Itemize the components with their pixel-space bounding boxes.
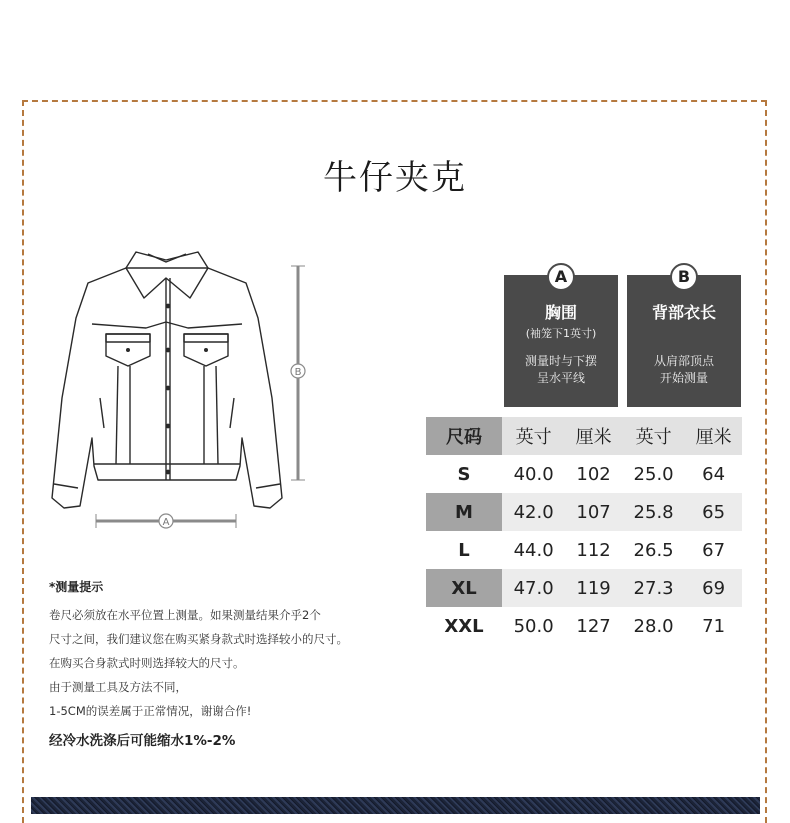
column-header: 厘米 bbox=[685, 417, 742, 455]
notes-line: 在购买合身款式时则选择较大的尺寸。 bbox=[49, 656, 245, 670]
size-cell: L bbox=[458, 539, 470, 561]
header-chest-desc-line1: 测量时与下摆 bbox=[524, 354, 597, 368]
table-cell: 26.5 bbox=[633, 539, 674, 561]
header-chest-title: 胸围 bbox=[544, 303, 577, 322]
table-cell: 50.0 bbox=[513, 615, 554, 637]
table-cell: 28.0 bbox=[633, 615, 674, 637]
jacket-diagram bbox=[48, 238, 323, 538]
denim-texture-strip bbox=[31, 797, 760, 814]
header-chest-subtitle: (袖笼下1英寸) bbox=[525, 327, 597, 340]
table-cell: 25.8 bbox=[622, 493, 685, 531]
size-cell: XL bbox=[426, 569, 502, 607]
header-chest-desc bbox=[504, 353, 618, 387]
measure-a-label: A bbox=[162, 517, 170, 528]
table-row bbox=[426, 569, 742, 607]
column-header: 尺码 bbox=[426, 417, 502, 455]
size-cell: M bbox=[426, 493, 502, 531]
table-cell: 107 bbox=[565, 493, 622, 531]
measurement-notes bbox=[49, 578, 429, 749]
badge-b: B bbox=[670, 263, 698, 291]
column-header: 英寸 bbox=[622, 417, 685, 455]
header-back-length bbox=[627, 267, 741, 407]
table-row bbox=[426, 531, 742, 569]
size-cell: S bbox=[457, 463, 471, 485]
table-row bbox=[426, 493, 742, 531]
notes-line: 尺寸之间，我们建议您在购买紧身款式时选择较小的尺寸。 bbox=[49, 632, 348, 646]
table-cell: 44.0 bbox=[513, 539, 554, 561]
column-header: 厘米 bbox=[565, 417, 622, 455]
table-cell: 65 bbox=[685, 493, 742, 531]
table-cell: 27.3 bbox=[622, 569, 685, 607]
table-header-row bbox=[426, 417, 742, 455]
header-back-length-title: 背部衣长 bbox=[651, 303, 716, 322]
notes-heading: *测量提示 bbox=[49, 580, 104, 594]
badge-a: A bbox=[547, 263, 575, 291]
column-header: 英寸 bbox=[502, 417, 565, 455]
table-cell: 64 bbox=[702, 463, 726, 485]
table-cell: 40.0 bbox=[513, 463, 554, 485]
header-back-length-desc-line2: 开始测量 bbox=[659, 371, 708, 385]
jacket-collar bbox=[126, 252, 208, 298]
table-cell: 25.0 bbox=[633, 463, 674, 485]
notes-line: 卷尺必须放在水平位置上测量。如果测量结果介乎2个 bbox=[49, 608, 321, 622]
header-chest-desc-line2: 呈水平线 bbox=[536, 371, 585, 385]
wash-shrink-note: 经冷水洗涤后可能缩水1%-2% bbox=[49, 733, 236, 749]
table-cell: 67 bbox=[702, 539, 726, 561]
header-chest bbox=[504, 267, 618, 407]
table-cell: 47.0 bbox=[502, 569, 565, 607]
table-cell: 69 bbox=[685, 569, 742, 607]
table-cell: 127 bbox=[576, 615, 611, 637]
measure-b-label: B bbox=[294, 367, 302, 378]
header-back-length-desc bbox=[627, 353, 741, 387]
page-title: 牛仔夹克 bbox=[323, 158, 467, 198]
size-cell: XXL bbox=[444, 615, 484, 637]
table-row bbox=[426, 607, 742, 645]
table-cell: 112 bbox=[576, 539, 611, 561]
notes-line: 由于测量工具及方法不同， bbox=[49, 680, 187, 694]
table-cell: 42.0 bbox=[502, 493, 565, 531]
table-cell: 71 bbox=[702, 615, 726, 637]
table-cell: 102 bbox=[576, 463, 611, 485]
header-back-length-desc-line1: 从肩部顶点 bbox=[653, 354, 714, 368]
size-table bbox=[426, 417, 742, 645]
notes-line: 1-5CM的误差属于正常情况，谢谢合作! bbox=[49, 704, 252, 718]
table-row bbox=[426, 455, 742, 493]
table-cell: 119 bbox=[565, 569, 622, 607]
